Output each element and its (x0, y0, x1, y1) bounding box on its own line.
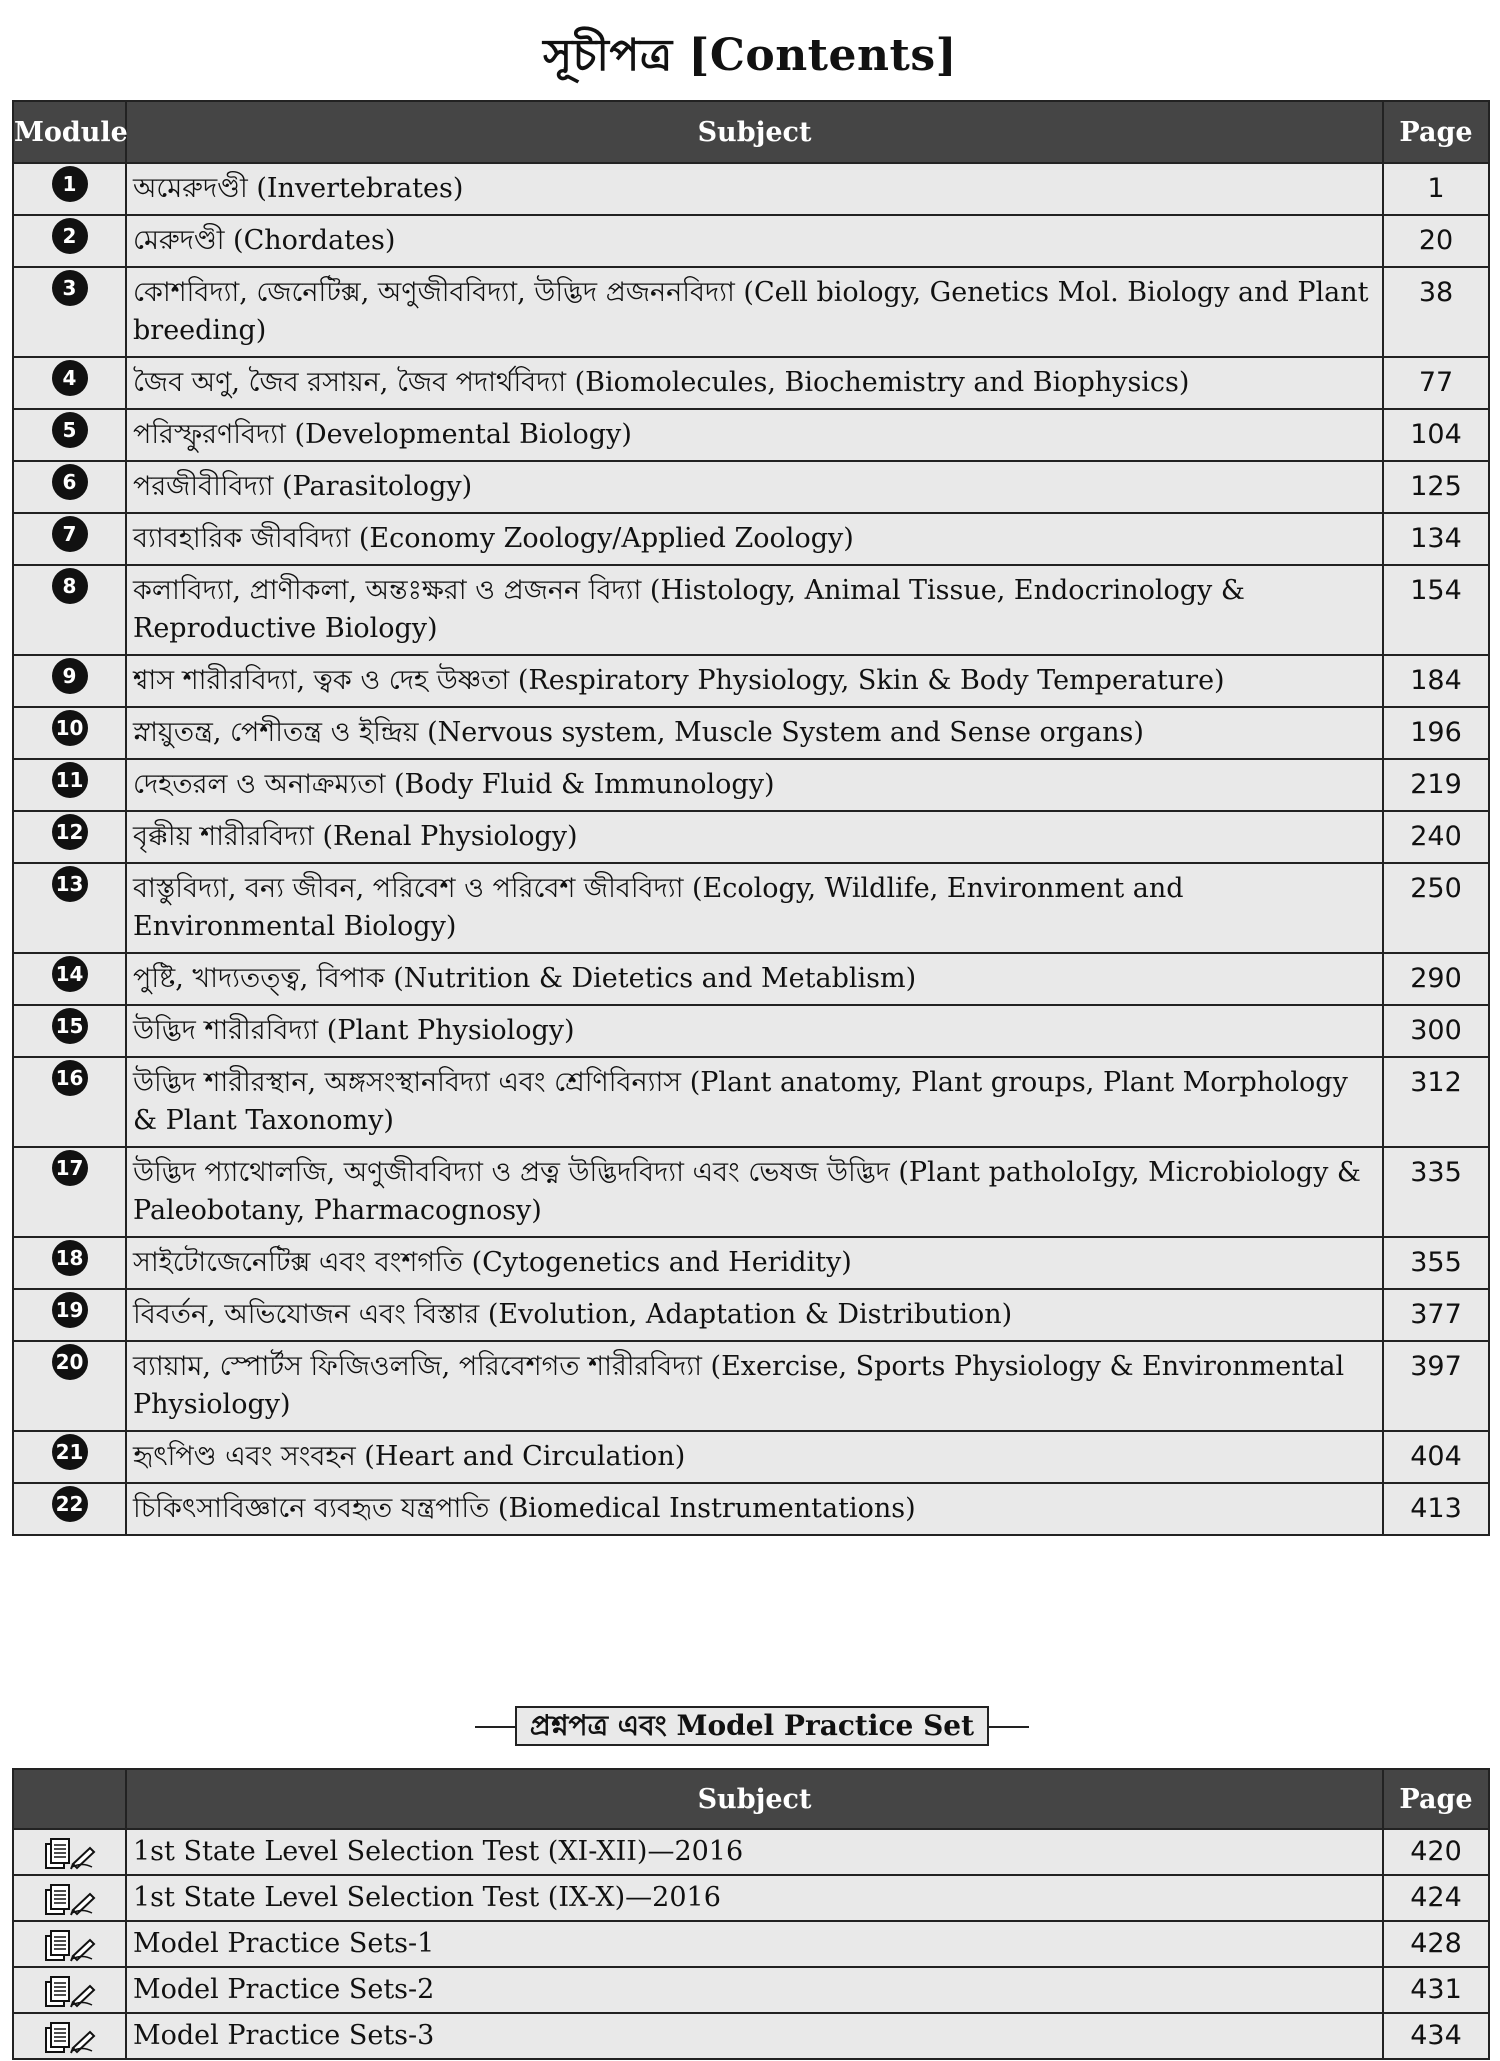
subject-cell: জৈব অণু, জৈব রসায়ন, জৈব পদার্থবিদ্যা (Biomolecules, Biochemistry and Biophysics) (126, 357, 1383, 409)
contents-table (12, 100, 1490, 1536)
subject-cell: পরিস্ফুরণবিদ্যা (Developmental Biology) (126, 409, 1383, 461)
subject-cell: উদ্ভিদ শারীরস্থান, অঙ্গসংস্থানবিদ্যা এবং শ্রেণিবিন্যাস (Plant anatomy, Plant groups, Plant Morphology & Plant Taxonomy) (126, 1057, 1383, 1147)
page-number-cell: 219 (1383, 759, 1489, 811)
table-row (13, 409, 1489, 461)
practice-page-cell: 431 (1383, 1967, 1489, 2013)
practice-subject-cell: 1st State Level Selection Test (XI-XII)—2016 (126, 1829, 1383, 1875)
module-number-badge: 17 (52, 1150, 88, 1186)
subject-cell: কোশবিদ্যা, জেনেটিক্স, অণুজীববিদ্যা, উদ্ভিদ প্রজননবিদ্যা (Cell biology, Genetics Mol. Biology and Plant breeding) (126, 267, 1383, 357)
subject-cell: সাইটোজেনেটিক্স এবং বংশগতি (Cytogenetics and Heridity) (126, 1237, 1383, 1289)
practice-section-heading (0, 1706, 1500, 1746)
subject-cell: বাস্তুবিদ্যা, বন্য জীবন, পরিবেশ ও পরিবেশ জীববিদ্যা (Ecology, Wildlife, Environment and Environmental Biology) (126, 863, 1383, 953)
icon-column-header (13, 1769, 126, 1829)
subject-cell: উদ্ভিদ শারীরবিদ্যা (Plant Physiology) (126, 1005, 1383, 1057)
module-number-badge: 7 (52, 516, 88, 552)
table-row (13, 513, 1489, 565)
page-number-cell: 38 (1383, 267, 1489, 357)
subject-cell: কলাবিদ্যা, প্রাণীকলা, অন্তঃক্ষরা ও প্রজনন বিদ্যা (Histology, Animal Tissue, Endocrinology & Reproductive Biology) (126, 565, 1383, 655)
module-cell (13, 811, 126, 863)
practice-subject-cell: Model Practice Sets-1 (126, 1921, 1383, 1967)
subject-cell: চিকিৎসাবিজ্ঞানে ব্যবহৃত যন্ত্রপাতি (Biomedical Instrumentations) (126, 1483, 1383, 1535)
module-number-badge: 5 (52, 412, 88, 448)
page-number-cell: 404 (1383, 1431, 1489, 1483)
question-paper-and-pen-icon (13, 1967, 126, 2013)
module-cell (13, 863, 126, 953)
module-number-badge: 9 (52, 658, 88, 694)
page-number-cell: 290 (1383, 953, 1489, 1005)
practice-header-row (13, 1769, 1489, 1829)
module-number-badge: 13 (52, 866, 88, 902)
page-column-header: Page (1383, 101, 1489, 163)
table-row (13, 1483, 1489, 1535)
module-cell (13, 267, 126, 357)
subject-cell: ব্যাবহারিক জীববিদ্যা (Economy Zoology/Applied Zoology) (126, 513, 1383, 565)
page-number-cell: 377 (1383, 1289, 1489, 1341)
table-row (13, 1005, 1489, 1057)
practice-table (12, 1768, 1490, 2060)
module-cell (13, 513, 126, 565)
practice-page-cell: 420 (1383, 1829, 1489, 1875)
module-number-badge: 10 (52, 710, 88, 746)
module-cell (13, 1431, 126, 1483)
module-cell (13, 655, 126, 707)
page-number-cell: 20 (1383, 215, 1489, 267)
table-row (13, 1237, 1489, 1289)
table-row (13, 953, 1489, 1005)
practice-page-cell: 428 (1383, 1921, 1489, 1967)
page-number-cell: 355 (1383, 1237, 1489, 1289)
subject-cell: অমেরুদণ্ডী (Invertebrates) (126, 163, 1383, 215)
module-cell (13, 1057, 126, 1147)
module-number-badge: 1 (52, 166, 88, 202)
module-cell (13, 707, 126, 759)
page-number-cell: 335 (1383, 1147, 1489, 1237)
page-title: সূচীপত্র [Contents] (543, 30, 957, 81)
table-row (13, 215, 1489, 267)
subject-cell: শ্বাস শারীরবিদ্যা, ত্বক ও দেহ উষ্ণতা (Respiratory Physiology, Skin & Body Temperature) (126, 655, 1383, 707)
table-row (13, 759, 1489, 811)
table-row (13, 811, 1489, 863)
module-cell (13, 953, 126, 1005)
page-number-cell: 134 (1383, 513, 1489, 565)
contents-table-body (13, 163, 1489, 1535)
practice-page-column-header: Page (1383, 1769, 1489, 1829)
question-paper-and-pen-icon (13, 1921, 126, 1967)
module-cell (13, 163, 126, 215)
table-row (13, 1147, 1489, 1237)
module-number-badge: 20 (52, 1344, 88, 1380)
table-row (13, 267, 1489, 357)
module-number-badge: 4 (52, 360, 88, 396)
module-number-badge: 15 (52, 1008, 88, 1044)
subject-cell: উদ্ভিদ প্যাথোলজি, অণুজীববিদ্যা ও প্রত্ন উদ্ভিদবিদ্যা এবং ভেষজ উদ্ভিদ (Plant patholoIgy, Microbiology & Paleobotany, Pharmacognosy) (126, 1147, 1383, 1237)
question-paper-and-pen-icon (13, 1829, 126, 1875)
table-row (13, 565, 1489, 655)
table-row (13, 1967, 1489, 2013)
practice-subject-cell: 1st State Level Selection Test (IX-X)—2016 (126, 1875, 1383, 1921)
subject-cell: ব্যায়াম, স্পোর্টস ফিজিওলজি, পরিবেশগত শারীরবিদ্যা (Exercise, Sports Physiology & Environmental Physiology) (126, 1341, 1383, 1431)
module-cell (13, 1237, 126, 1289)
table-row (13, 1057, 1489, 1147)
module-cell (13, 215, 126, 267)
table-row (13, 1921, 1489, 1967)
module-column-header: Module (13, 101, 126, 163)
module-cell (13, 1483, 126, 1535)
page-number-cell: 196 (1383, 707, 1489, 759)
module-number-badge: 21 (52, 1434, 88, 1470)
table-row (13, 357, 1489, 409)
section-heading-label: প্রশ্নপত্র এবং Model Practice Set (515, 1706, 989, 1746)
module-number-badge: 22 (52, 1486, 88, 1522)
table-row (13, 1289, 1489, 1341)
practice-subject-cell: Model Practice Sets-3 (126, 2013, 1383, 2059)
table-row (13, 163, 1489, 215)
module-cell (13, 1005, 126, 1057)
heading-rule-right (989, 1726, 1029, 1728)
table-row (13, 461, 1489, 513)
practice-table-body (13, 1829, 1489, 2059)
page-number-cell: 104 (1383, 409, 1489, 461)
module-cell (13, 409, 126, 461)
subject-cell: হৃৎপিণ্ড এবং সংবহন (Heart and Circulation) (126, 1431, 1383, 1483)
module-cell (13, 759, 126, 811)
practice-subject-cell: Model Practice Sets-2 (126, 1967, 1383, 2013)
module-number-badge: 2 (52, 218, 88, 254)
subject-cell: মেরুদণ্ডী (Chordates) (126, 215, 1383, 267)
module-cell (13, 1289, 126, 1341)
subject-cell: পরজীবীবিদ্যা (Parasitology) (126, 461, 1383, 513)
table-row (13, 2013, 1489, 2059)
page-number-cell: 300 (1383, 1005, 1489, 1057)
table-row (13, 707, 1489, 759)
table-row (13, 1431, 1489, 1483)
subject-cell: বৃক্কীয় শারীরবিদ্যা (Renal Physiology) (126, 811, 1383, 863)
subject-cell: পুষ্টি, খাদ্যতত্ত্ব, বিপাক (Nutrition & Dietetics and Metablism) (126, 953, 1383, 1005)
module-cell (13, 1147, 126, 1237)
page-number-cell: 250 (1383, 863, 1489, 953)
module-number-badge: 16 (52, 1060, 88, 1096)
page-number-cell: 312 (1383, 1057, 1489, 1147)
table-row (13, 863, 1489, 953)
module-number-badge: 6 (52, 464, 88, 500)
practice-page-cell: 424 (1383, 1875, 1489, 1921)
subject-cell: বিবর্তন, অভিযোজন এবং বিস্তার (Evolution, Adaptation & Distribution) (126, 1289, 1383, 1341)
table-row (13, 655, 1489, 707)
page-number-cell: 413 (1383, 1483, 1489, 1535)
question-paper-and-pen-icon (13, 1875, 126, 1921)
module-number-badge: 12 (52, 814, 88, 850)
page-number-cell: 397 (1383, 1341, 1489, 1431)
heading-rule-left (475, 1726, 515, 1728)
contents-header-row (13, 101, 1489, 163)
module-cell (13, 1341, 126, 1431)
module-number-badge: 3 (52, 270, 88, 306)
module-number-badge: 19 (52, 1292, 88, 1328)
module-cell (13, 461, 126, 513)
practice-page-cell: 434 (1383, 2013, 1489, 2059)
table-row (13, 1341, 1489, 1431)
module-cell (13, 357, 126, 409)
page-number-cell: 240 (1383, 811, 1489, 863)
module-number-badge: 8 (52, 568, 88, 604)
practice-subject-column-header: Subject (126, 1769, 1383, 1829)
page-number-cell: 125 (1383, 461, 1489, 513)
page-number-cell: 77 (1383, 357, 1489, 409)
subject-cell: দেহতরল ও অনাক্রম্যতা (Body Fluid & Immunology) (126, 759, 1383, 811)
subject-column-header: Subject (126, 101, 1383, 163)
subject-cell: স্নায়ুতন্ত্র, পেশীতন্ত্র ও ইন্দ্রিয় (Nervous system, Muscle System and Sense organs) (126, 707, 1383, 759)
table-row (13, 1875, 1489, 1921)
page-number-cell: 1 (1383, 163, 1489, 215)
page-number-cell: 184 (1383, 655, 1489, 707)
module-number-badge: 14 (52, 956, 88, 992)
module-number-badge: 11 (52, 762, 88, 798)
module-number-badge: 18 (52, 1240, 88, 1276)
page-number-cell: 154 (1383, 565, 1489, 655)
table-row (13, 1829, 1489, 1875)
question-paper-and-pen-icon (13, 2013, 126, 2059)
module-cell (13, 565, 126, 655)
